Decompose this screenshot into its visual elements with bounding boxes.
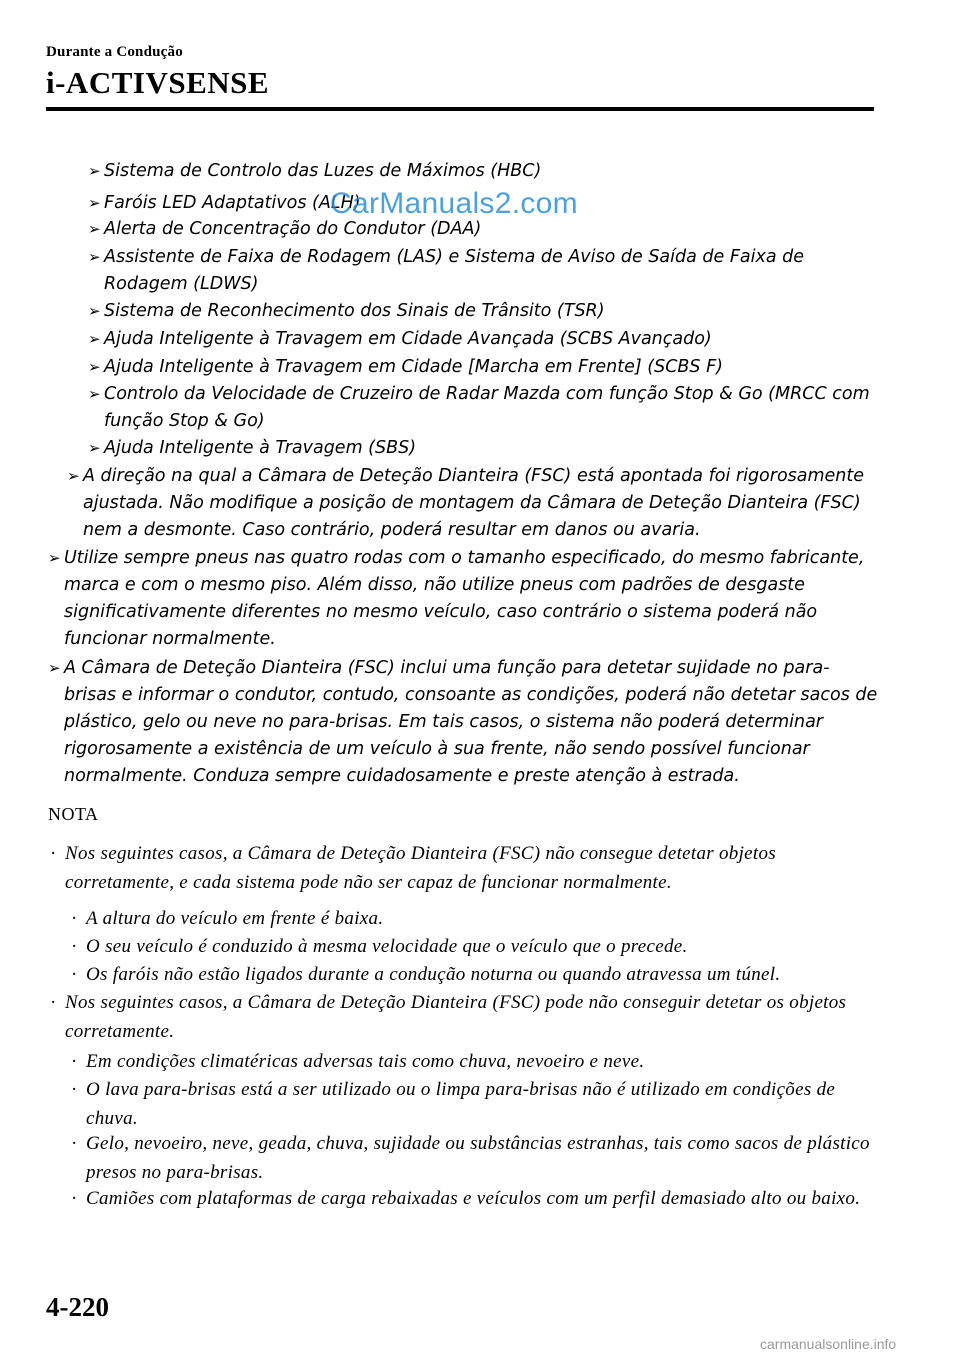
arrow-bullet-icon: ➢	[67, 467, 80, 485]
note-text: O seu veículo é conduzido à mesma velocidade que o veículo que o precede.	[86, 936, 688, 957]
note-text: Camiões com plataformas de carga rebaixadas e veículos com um perfil demasiado alto ou baixo.	[86, 1188, 861, 1209]
warning-item	[48, 545, 878, 653]
arrow-bullet-icon: ➢	[88, 330, 101, 348]
dot-bullet-icon: ·	[71, 1051, 78, 1072]
note-subitem	[71, 1075, 876, 1133]
header-divider	[46, 107, 874, 111]
warning-item	[88, 244, 878, 298]
note-text: A altura do veículo em frente é baixa.	[86, 908, 384, 929]
arrow-bullet-icon: ➢	[88, 358, 101, 376]
dot-bullet-icon: ·	[71, 1188, 78, 1209]
note-item	[50, 839, 876, 897]
note-subitem	[71, 904, 876, 933]
warning-item	[88, 326, 878, 353]
page-number: 4-220	[46, 1292, 109, 1322]
footer-site-watermark: carmanualsonline.info	[760, 1336, 897, 1352]
note-text: Os faróis não estão ligados durante a condução noturna ou quando atravessa um túnel.	[86, 964, 781, 985]
note-item	[50, 988, 876, 1046]
arrow-bullet-icon: ➢	[88, 385, 101, 403]
warning-text: Assistente de Faixa de Rodagem (LAS) e Sistema de Aviso de Saída de Faixa de Rodagem (LDWS)	[104, 247, 805, 294]
warning-text: Ajuda Inteligente à Travagem em Cidade Avançada (SCBS Avançado)	[104, 329, 712, 349]
arrow-bullet-icon: ➢	[88, 220, 101, 238]
note-subitem	[71, 1129, 876, 1187]
warning-text: Utilize sempre pneus nas quatro rodas com o tamanho especificado, do mesmo fabricante, marca e com o mesmo piso. Além disso, não utilize pneus com padrões de desgaste significativamente diferentes no mesmo veículo, caso contrário o sistema poderá não funcionar normalmente.	[64, 548, 865, 649]
dot-bullet-icon: ·	[71, 1133, 78, 1154]
dot-bullet-icon: ·	[50, 843, 57, 864]
arrow-bullet-icon: ➢	[48, 659, 61, 677]
warning-text: A Câmara de Deteção Dianteira (FSC) inclui uma função para detetar sujidade no para-brisas e informar o condutor, contudo, consoante as condições, poderá não detetar sacos de plástico, gelo ou neve no para-brisas. Em tais casos, o sistema não poderá determinar rigorosamente a existência de um veículo à sua frente, não sendo possível funcionar normalmente. Conduza sempre cuidadosamente e preste atenção à estrada.	[64, 658, 878, 786]
arrow-bullet-icon: ➢	[88, 302, 101, 320]
warning-text: Sistema de Controlo das Luzes de Máximos (HBC)	[104, 161, 542, 181]
arrow-bullet-icon: ➢	[88, 162, 101, 180]
arrow-bullet-icon: ➢	[48, 549, 61, 567]
note-text: Nos seguintes casos, a Câmara de Deteção Dianteira (FSC) não consegue detetar objetos corretamente, e cada sistema pode não ser capaz de funcionar normalmente.	[65, 843, 776, 893]
section-title: i-ACTIVSENSE	[46, 65, 270, 100]
dot-bullet-icon: ·	[71, 908, 78, 929]
note-subitem	[71, 1047, 876, 1076]
arrow-bullet-icon: ➢	[88, 439, 101, 457]
dot-bullet-icon: ·	[71, 936, 78, 957]
dot-bullet-icon: ·	[71, 964, 78, 985]
note-heading: NOTA	[48, 804, 99, 824]
dot-bullet-icon: ·	[50, 992, 57, 1013]
note-text: O lava para-brisas está a ser utilizado ou o limpa para-brisas não é utilizado em condições de chuva.	[86, 1079, 836, 1129]
note-subitem	[71, 1184, 876, 1213]
warning-text: Ajuda Inteligente à Travagem (SBS)	[104, 438, 417, 458]
page-header	[46, 44, 269, 101]
note-text: Gelo, nevoeiro, neve, geada, chuva, sujidade ou substâncias estranhas, tais como sacos de plástico presos no para-brisas.	[86, 1133, 870, 1183]
warning-text: A direção na qual a Câmara de Deteção Dianteira (FSC) está apontada foi rigorosamente ajustada. Não modifique a posição de montagem da Câmara de Deteção Dianteira (FSC) nem a desmonte. Caso contrário, poderá resultar em danos ou avaria.	[83, 466, 865, 540]
arrow-bullet-icon: ➢	[88, 194, 101, 212]
note-subitem	[71, 932, 876, 961]
warning-item	[88, 158, 878, 185]
warning-text: Controlo da Velocidade de Cruzeiro de Radar Mazda com função Stop & Go (MRCC com função Stop & Go)	[104, 384, 870, 431]
warning-text: Sistema de Reconhecimento dos Sinais de Trânsito (TSR)	[104, 301, 605, 321]
section-subtitle: Durante a Condução	[46, 44, 183, 60]
warning-item	[48, 655, 878, 790]
warning-item	[88, 354, 878, 381]
note-text: Nos seguintes casos, a Câmara de Deteção Dianteira (FSC) pode não conseguir detetar os objetos corretamente.	[65, 992, 847, 1042]
warning-item	[88, 381, 878, 435]
arrow-bullet-icon: ➢	[88, 248, 101, 266]
warning-item	[88, 435, 878, 462]
watermark-logo: CarManuals2.com	[330, 187, 578, 220]
warning-text: Ajuda Inteligente à Travagem em Cidade [Marcha em Frente] (SCBS F)	[104, 357, 723, 377]
note-subitem	[71, 960, 876, 989]
warning-item	[88, 298, 878, 325]
warning-text: Alerta de Concentração do Condutor (DAA)	[104, 219, 482, 239]
note-text: Em condições climatéricas adversas tais como chuva, nevoeiro e neve.	[86, 1051, 645, 1072]
dot-bullet-icon: ·	[71, 1079, 78, 1100]
warning-text: Faróis LED Adaptativos (ALH)	[104, 193, 361, 213]
warning-item	[67, 463, 878, 544]
